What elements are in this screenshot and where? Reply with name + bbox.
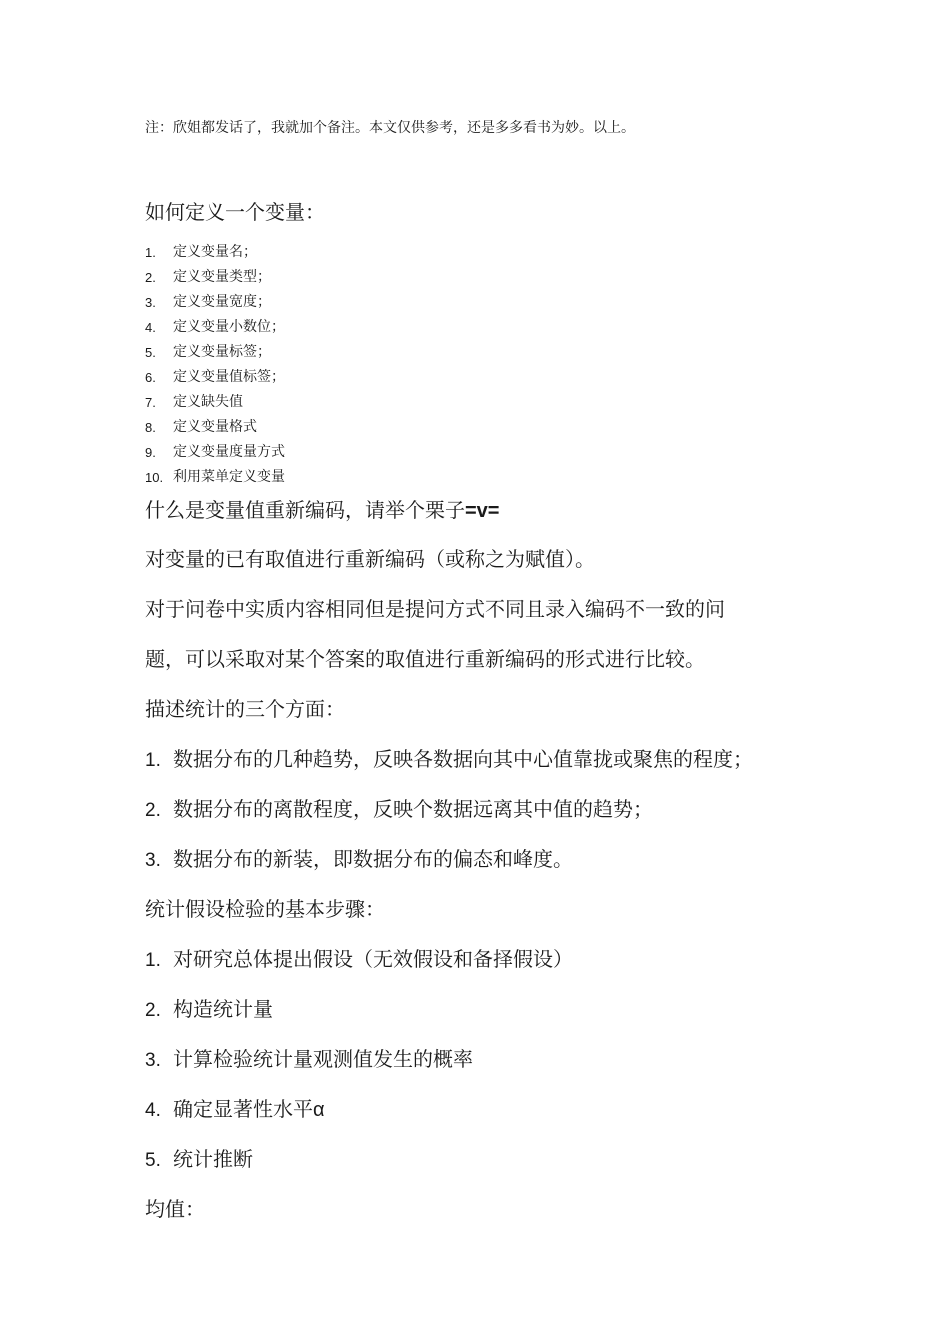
list-item xyxy=(145,1134,825,1184)
define-variable-heading: 如何定义一个变量： xyxy=(145,200,325,224)
list-number: 1. xyxy=(145,245,156,260)
list-item xyxy=(145,1084,825,1134)
list-item xyxy=(145,984,825,1034)
list-number: 1. xyxy=(145,950,161,971)
list-item xyxy=(145,390,285,415)
recode-heading-emoticon: =v= xyxy=(465,500,500,522)
main-text-block xyxy=(145,486,825,1234)
list-item xyxy=(145,1034,825,1084)
list-number: 1. xyxy=(145,750,161,771)
alpha-symbol: α xyxy=(313,1099,325,1121)
list-item xyxy=(145,265,285,290)
list-item xyxy=(145,834,825,884)
list-text: 定义变量小数位； xyxy=(173,319,285,335)
list-text: 定义变量度量方式 xyxy=(173,444,285,460)
list-item xyxy=(145,440,285,465)
list-text: 统计推断 xyxy=(173,1147,253,1171)
list-text: 定义变量值标签； xyxy=(173,369,285,385)
list-number: 2. xyxy=(145,1000,161,1021)
list-text: 确定显著性水平 xyxy=(173,1097,313,1121)
recode-paragraph-2-line-1: 对于问卷中实质内容相同但是提问方式不同且录入编码不一致的问 xyxy=(145,597,725,621)
recode-paragraph-2-line-2: 题，可以采取对某个答案的取值进行重新编码的形式进行比较。 xyxy=(145,647,705,671)
list-item xyxy=(145,934,825,984)
list-number: 3. xyxy=(145,295,156,310)
list-number: 6. xyxy=(145,370,156,385)
list-number: 2. xyxy=(145,800,161,821)
list-text: 定义变量格式 xyxy=(173,419,257,435)
recode-heading xyxy=(145,486,825,534)
list-text: 定义变量宽度； xyxy=(173,294,271,310)
list-number: 9. xyxy=(145,445,156,460)
note-text: 注：欣姐都发话了，我就加个备注。本文仅供参考，还是多多看书为妙。以上。 xyxy=(145,120,635,136)
list-text: 数据分布的离散程度，反映个数据远离其中值的趋势； xyxy=(173,797,653,821)
list-item xyxy=(145,734,825,784)
list-text: 数据分布的新装，即数据分布的偏态和峰度。 xyxy=(173,847,573,871)
list-text: 对研究总体提出假设（无效假设和备择假设） xyxy=(173,947,573,971)
list-number: 7. xyxy=(145,395,156,410)
list-item xyxy=(145,784,825,834)
mean-heading: 均值： xyxy=(145,1197,205,1221)
list-text: 计算检验统计量观测值发生的概率 xyxy=(173,1047,473,1071)
list-number: 4. xyxy=(145,320,156,335)
list-number: 3. xyxy=(145,1050,161,1071)
list-number: 4. xyxy=(145,1100,161,1121)
descriptive-heading: 描述统计的三个方面： xyxy=(145,697,345,721)
list-text: 定义变量标签； xyxy=(173,344,271,360)
recode-paragraph-1: 对变量的已有取值进行重新编码（或称之为赋值）。 xyxy=(145,547,595,571)
recode-heading-text: 什么是变量值重新编码，请举个栗子 xyxy=(145,498,465,522)
list-number: 5. xyxy=(145,1150,161,1171)
list-item xyxy=(145,365,285,390)
list-text: 数据分布的几种趋势，反映各数据向其中心值靠拢或聚焦的程度； xyxy=(173,747,753,771)
list-text: 构造统计量 xyxy=(173,997,273,1021)
list-number: 3. xyxy=(145,850,161,871)
list-text: 定义缺失值 xyxy=(173,394,243,410)
list-text: 利用菜单定义变量 xyxy=(173,469,285,485)
list-item xyxy=(145,240,285,265)
list-item xyxy=(145,340,285,365)
list-item xyxy=(145,290,285,315)
list-number: 2. xyxy=(145,270,156,285)
list-item xyxy=(145,415,285,440)
list-number: 5. xyxy=(145,345,156,360)
define-variable-list xyxy=(145,240,285,490)
list-number: 8. xyxy=(145,420,156,435)
list-item xyxy=(145,315,285,340)
list-text: 定义变量名； xyxy=(173,244,257,260)
hypothesis-heading: 统计假设检验的基本步骤： xyxy=(145,897,385,921)
list-text: 定义变量类型； xyxy=(173,269,271,285)
list-number: 10. xyxy=(145,470,164,485)
